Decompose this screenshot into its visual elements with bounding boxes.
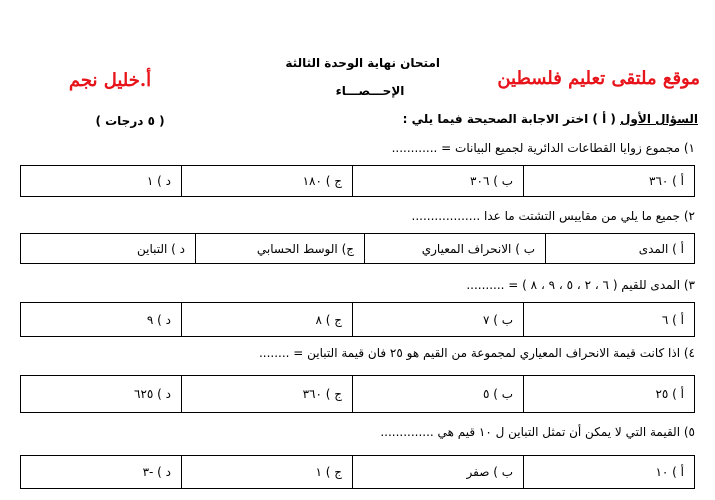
q1-option-a[interactable]: أ ) ٣٦٠ [524, 166, 695, 197]
section-heading [278, 112, 698, 126]
q4-option-b[interactable]: ب ) ٥ [353, 376, 524, 413]
unit-name: الإحـــصـــاء [335, 84, 405, 98]
q2-option-a[interactable]: أ ) المدى [546, 234, 695, 264]
site-name: موقع ملتقى تعليم فلسطين [497, 68, 700, 89]
q4-option-d[interactable]: د ) ٦٢٥ [21, 376, 182, 413]
q4-option-a[interactable]: أ ) ٢٥ [524, 376, 695, 413]
q3-option-b[interactable]: ب ) ٧ [353, 303, 524, 337]
q3-option-c[interactable]: ج ) ٨ [182, 303, 353, 337]
q3-option-d[interactable]: د ) ٩ [21, 303, 182, 337]
question-2-text: ٢) جميع ما يلي من مقاييس التشتت ما عدا .................. [411, 209, 695, 223]
q1-option-b[interactable]: ب ) ٣٠٦ [353, 166, 524, 197]
q1-option-c[interactable]: ج ) ١٨٠ [182, 166, 353, 197]
question-3-text: ٣) المدى للقيم ( ٦ ، ٢ ، ٥ ، ٩ ، ٨ ) = .......... [466, 278, 695, 292]
section-label: السؤال الأول [620, 112, 698, 126]
q2-option-d[interactable]: د ) التباين [21, 234, 196, 264]
question-5-options [20, 455, 695, 489]
q4-option-c[interactable]: ج ) ٣٦٠ [182, 376, 353, 413]
q5-option-d[interactable]: د ) -٣ [21, 456, 182, 489]
q5-option-c[interactable]: ج ) ١ [182, 456, 353, 489]
question-5-text: ٥) القيمة التي لا يمكن أن تمثل التباين ل ١٠ قيم هي .............. [380, 425, 695, 439]
question-4-text: ٤) اذا كانت قيمة الانحراف المعياري لمجموعة من القيم هو ٢٥ فان قيمة التباين = ........ [258, 346, 695, 360]
exam-title: امتحان نهاية الوحدة الثالثة [285, 56, 440, 70]
question-1-options [20, 165, 695, 197]
teacher-name: أ.خليل نجم [68, 70, 152, 91]
section-marks: ( ٥ درجات ) [95, 114, 165, 128]
question-3-options [20, 302, 695, 337]
q5-option-a[interactable]: أ ) ١٠ [524, 456, 695, 489]
q3-option-a[interactable]: أ ) ٦ [524, 303, 695, 337]
q2-option-c[interactable]: ج) الوسط الحسابي [196, 234, 365, 264]
question-1-text: ١) مجموع زوايا القطاعات الدائرية لجميع البيانات = ............ [391, 141, 695, 155]
q5-option-b[interactable]: ب ) صفر [353, 456, 524, 489]
q2-option-b[interactable]: ب ) الانحراف المعياري [365, 234, 546, 264]
q1-option-d[interactable]: د ) ١ [21, 166, 182, 197]
question-4-options [20, 375, 695, 413]
question-2-options [20, 233, 695, 264]
section-instruction: ( أ ) اختر الاجابة الصحيحة فيما يلي : [402, 112, 621, 126]
